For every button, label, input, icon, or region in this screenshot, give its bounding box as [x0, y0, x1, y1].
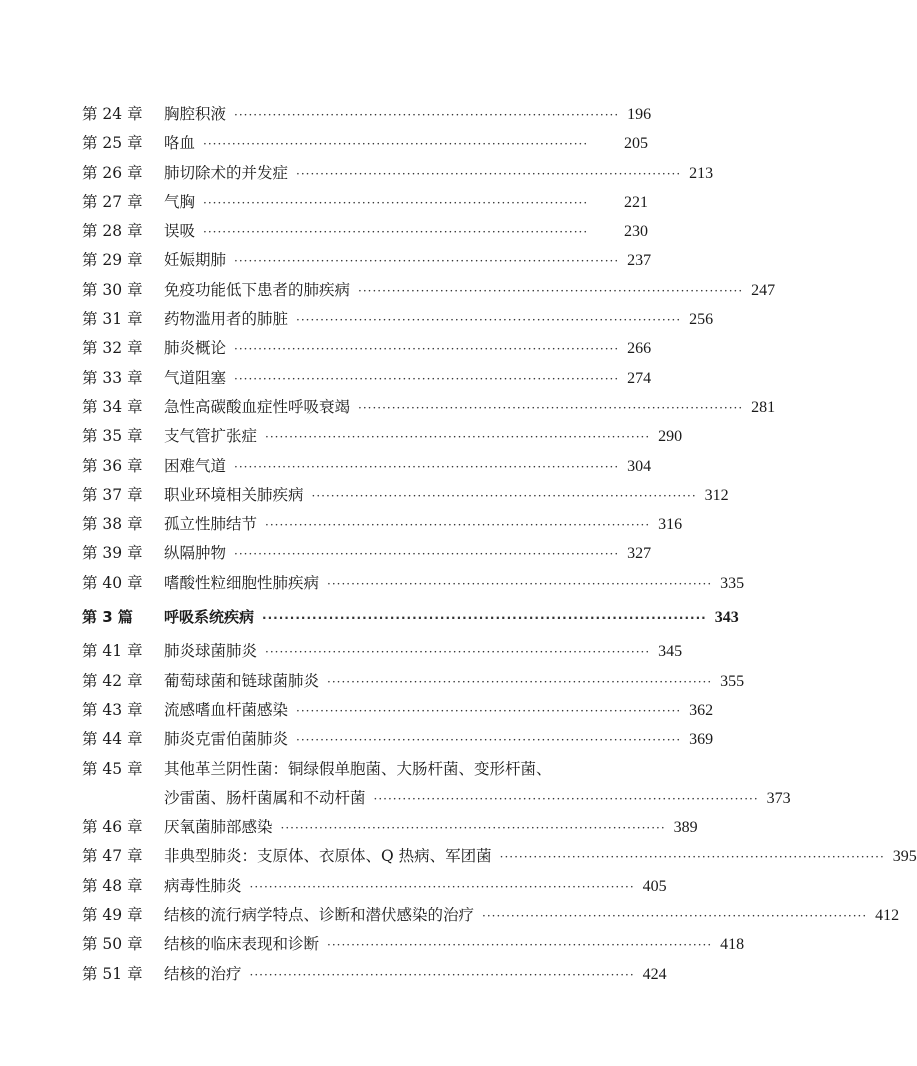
chapter-number: 第 35 章: [82, 427, 143, 446]
toc-entry[interactable]: [82, 159, 714, 188]
toc-entry[interactable]: [82, 246, 652, 275]
leader-dots: ················································································: [234, 459, 620, 474]
chapter-title: 纵隔肿物: [164, 544, 227, 563]
toc-entry[interactable]: [82, 872, 667, 901]
chapter-number: 第 41 章: [82, 642, 143, 661]
chapter-title: 流感嗜血杆菌感染: [164, 700, 289, 719]
page-number: 327: [627, 545, 652, 563]
toc-entry[interactable]: [82, 100, 652, 129]
page-number: 418: [720, 936, 745, 954]
chapter-number: 第 26 章: [82, 163, 143, 182]
toc-entry-line-2: [82, 784, 791, 813]
page-number: 221: [624, 193, 648, 211]
chapter-title: 病毒性肺炎: [164, 876, 242, 895]
leader-dots: ················································································: [296, 733, 682, 748]
chapter-title: 误吸: [164, 222, 196, 241]
chapter-title: 气道阻塞: [164, 368, 227, 387]
chapter-title: 职业环境相关肺疾病: [164, 485, 304, 504]
chapter-number: 第 50 章: [82, 935, 143, 954]
leader-dots: ················································································: [499, 850, 885, 865]
page-number: 316: [658, 516, 683, 534]
page-number: 256: [689, 311, 714, 329]
toc-entry[interactable]: [82, 930, 745, 959]
page-number: 335: [720, 574, 745, 592]
chapter-title: 气胸: [164, 192, 196, 211]
page-number: 395: [892, 848, 917, 866]
toc-entry-line-1: [82, 755, 648, 784]
chapter-number: 第 36 章: [82, 456, 143, 475]
chapter-title-line-2: 沙雷菌、肠杆菌属和不动杆菌: [164, 788, 366, 807]
page-number: 274: [627, 369, 652, 387]
leader-dots: ················································································: [296, 703, 682, 718]
chapter-title: 结核的临床表现和诊断: [164, 935, 320, 954]
leader-dots: ················································································: [234, 547, 620, 562]
leader-dots: ················································································: [296, 166, 682, 181]
chapter-number: 第 32 章: [82, 339, 143, 358]
toc-entry[interactable]: [82, 539, 652, 568]
chapter-title: 免疫功能低下患者的肺疾病: [164, 280, 351, 299]
leader-dots: ················································································: [327, 674, 713, 689]
chapter-title: 急性高碳酸血症性呼吸衰竭: [164, 397, 351, 416]
toc-entry[interactable]: [82, 276, 776, 305]
chapter-title: 妊娠期肺: [164, 251, 227, 270]
part-title: 呼吸系统疾病: [164, 608, 255, 627]
chapter-number: 第 33 章: [82, 368, 143, 387]
toc-part-heading[interactable]: [82, 603, 739, 632]
leader-dots: ················································································: [327, 576, 713, 591]
chapter-title: 嗜酸性粒细胞性肺疾病: [164, 573, 320, 592]
toc-entry[interactable]: [82, 842, 917, 871]
part-number: 第 3 篇: [82, 608, 133, 627]
chapter-title: 结核的治疗: [164, 964, 242, 983]
leader-dots: ················································································: [296, 313, 682, 328]
toc-entry[interactable]: [82, 393, 776, 422]
leader-dots: ················································································: [234, 342, 620, 357]
chapter-number: 第 45 章: [82, 759, 143, 778]
toc-group-2: [82, 637, 745, 754]
leader-dots: ················································································: [311, 488, 697, 503]
toc-entry[interactable]: [82, 452, 652, 481]
page-number: 290: [658, 428, 683, 446]
page-number: 373: [766, 789, 791, 807]
page-number: 237: [627, 252, 652, 270]
chapter-number: 第 43 章: [82, 700, 143, 719]
toc-entry[interactable]: [82, 813, 698, 842]
chapter-number: 第 38 章: [82, 515, 143, 534]
leader-dots: ················································································: [373, 791, 759, 806]
chapter-number: 第 51 章: [82, 964, 143, 983]
chapter-title: 肺切除术的并发症: [164, 163, 289, 182]
page-number: 412: [875, 907, 900, 925]
chapter-title: 肺炎克雷伯菌肺炎: [164, 730, 289, 749]
toc-entry[interactable]: [82, 667, 745, 696]
toc-entry[interactable]: [82, 129, 648, 158]
leader-dots: ················································································: [249, 967, 635, 982]
toc-entry[interactable]: [82, 188, 648, 217]
toc-group-1: [82, 100, 776, 598]
chapter-number: 第 27 章: [82, 192, 143, 211]
page-number: 247: [751, 281, 776, 299]
page-number: 343: [714, 609, 739, 627]
page-number: 405: [642, 877, 667, 895]
chapter-title: 药物滥用者的肺脏: [164, 310, 289, 329]
page-number: 230: [624, 223, 648, 241]
chapter-title: 结核的流行病学特点、诊断和潜伏感染的治疗: [164, 906, 475, 925]
chapter-title: 非典型肺炎：支原体、衣原体、Q 热病、军团菌: [164, 847, 492, 866]
chapter-title: 葡萄球菌和链球菌肺炎: [164, 671, 320, 690]
chapter-number: 第 37 章: [82, 485, 143, 504]
table-of-contents: [82, 100, 917, 989]
page-number: 304: [627, 457, 652, 475]
chapter-number: 第 30 章: [82, 280, 143, 299]
leader-dots: ················································································: [358, 400, 744, 415]
chapter-number: 第 48 章: [82, 876, 143, 895]
page-number: 345: [658, 643, 683, 661]
leader-dots: ················································································: [203, 195, 589, 210]
leader-dots: ················································································: [280, 821, 666, 836]
toc-entry[interactable]: [82, 637, 683, 666]
toc-entry[interactable]: [82, 960, 667, 989]
chapter-number: 第 25 章: [82, 134, 143, 153]
page-number: 312: [704, 486, 729, 504]
chapter-title: 咯血: [164, 134, 196, 153]
chapter-title: 孤立性肺结节: [164, 515, 258, 534]
chapter-number: 第 39 章: [82, 544, 143, 563]
page-number: 424: [642, 965, 667, 983]
toc-entry[interactable]: [82, 510, 683, 539]
leader-dots: ················································································: [234, 254, 620, 269]
chapter-number: 第 29 章: [82, 251, 143, 270]
leader-dots: ················································································: [265, 518, 651, 533]
chapter-number: 第 47 章: [82, 847, 143, 866]
chapter-title: 困难气道: [164, 456, 227, 475]
page-number: 362: [689, 701, 714, 719]
leader-dots: ················································································: [327, 938, 713, 953]
chapter-number: 第 34 章: [82, 397, 143, 416]
chapter-number: 第 42 章: [82, 671, 143, 690]
toc-entry[interactable]: [82, 217, 648, 246]
toc-entry[interactable]: [82, 901, 900, 930]
chapter-number: 第 24 章: [82, 105, 143, 123]
toc-entry[interactable]: [82, 481, 729, 510]
toc-entry[interactable]: [82, 696, 714, 725]
page-number: 196: [627, 106, 652, 123]
toc-entry[interactable]: [82, 334, 652, 363]
toc-group-3: [82, 813, 917, 989]
leader-dots: ················································································: [358, 283, 744, 298]
toc-entry[interactable]: [82, 422, 683, 451]
leader-dots: ················································································: [234, 108, 620, 122]
chapter-number: 第 31 章: [82, 310, 143, 329]
page-number: 266: [627, 340, 652, 358]
chapter-title: 肺炎球菌肺炎: [164, 642, 258, 661]
page-number: 213: [689, 164, 714, 182]
leader-dots: ················································································: [234, 371, 620, 386]
leader-dots: ················································································: [249, 879, 635, 894]
toc-entry[interactable]: [82, 725, 714, 754]
chapter-number: 第 46 章: [82, 818, 143, 837]
chapter-title: 厌氧菌肺部感染: [164, 818, 273, 837]
chapter-title: 胸腔积液: [164, 105, 227, 123]
leader-dots: ················································································: [265, 645, 651, 660]
chapter-number: 第 49 章: [82, 906, 143, 925]
chapter-number: 第 44 章: [82, 730, 143, 749]
toc-entry[interactable]: [82, 364, 652, 393]
page-number: 355: [720, 672, 745, 690]
chapter-title-line-1: 其他革兰阴性菌：铜绿假单胞菌、大肠杆菌、变形杆菌、: [164, 759, 552, 778]
leader-dots: ················································································: [203, 225, 589, 240]
toc-entry[interactable]: [82, 305, 714, 334]
leader-dots: ················································································: [203, 137, 589, 152]
chapter-title: 支气管扩张症: [164, 427, 258, 446]
chapter-number: 第 28 章: [82, 222, 143, 241]
leader-dots: ················································································: [482, 909, 868, 924]
chapter-number: 第 40 章: [82, 573, 143, 592]
page-number: 369: [689, 731, 714, 749]
toc-entry[interactable]: [82, 569, 745, 598]
page-number: 389: [673, 819, 698, 837]
leader-dots: ················································································: [262, 611, 707, 626]
page-number: 281: [751, 398, 776, 416]
chapter-title: 肺炎概论: [164, 339, 227, 358]
toc-entry-multiline[interactable]: [82, 755, 791, 814]
page-number: 205: [624, 135, 648, 153]
leader-dots: ················································································: [265, 430, 651, 445]
